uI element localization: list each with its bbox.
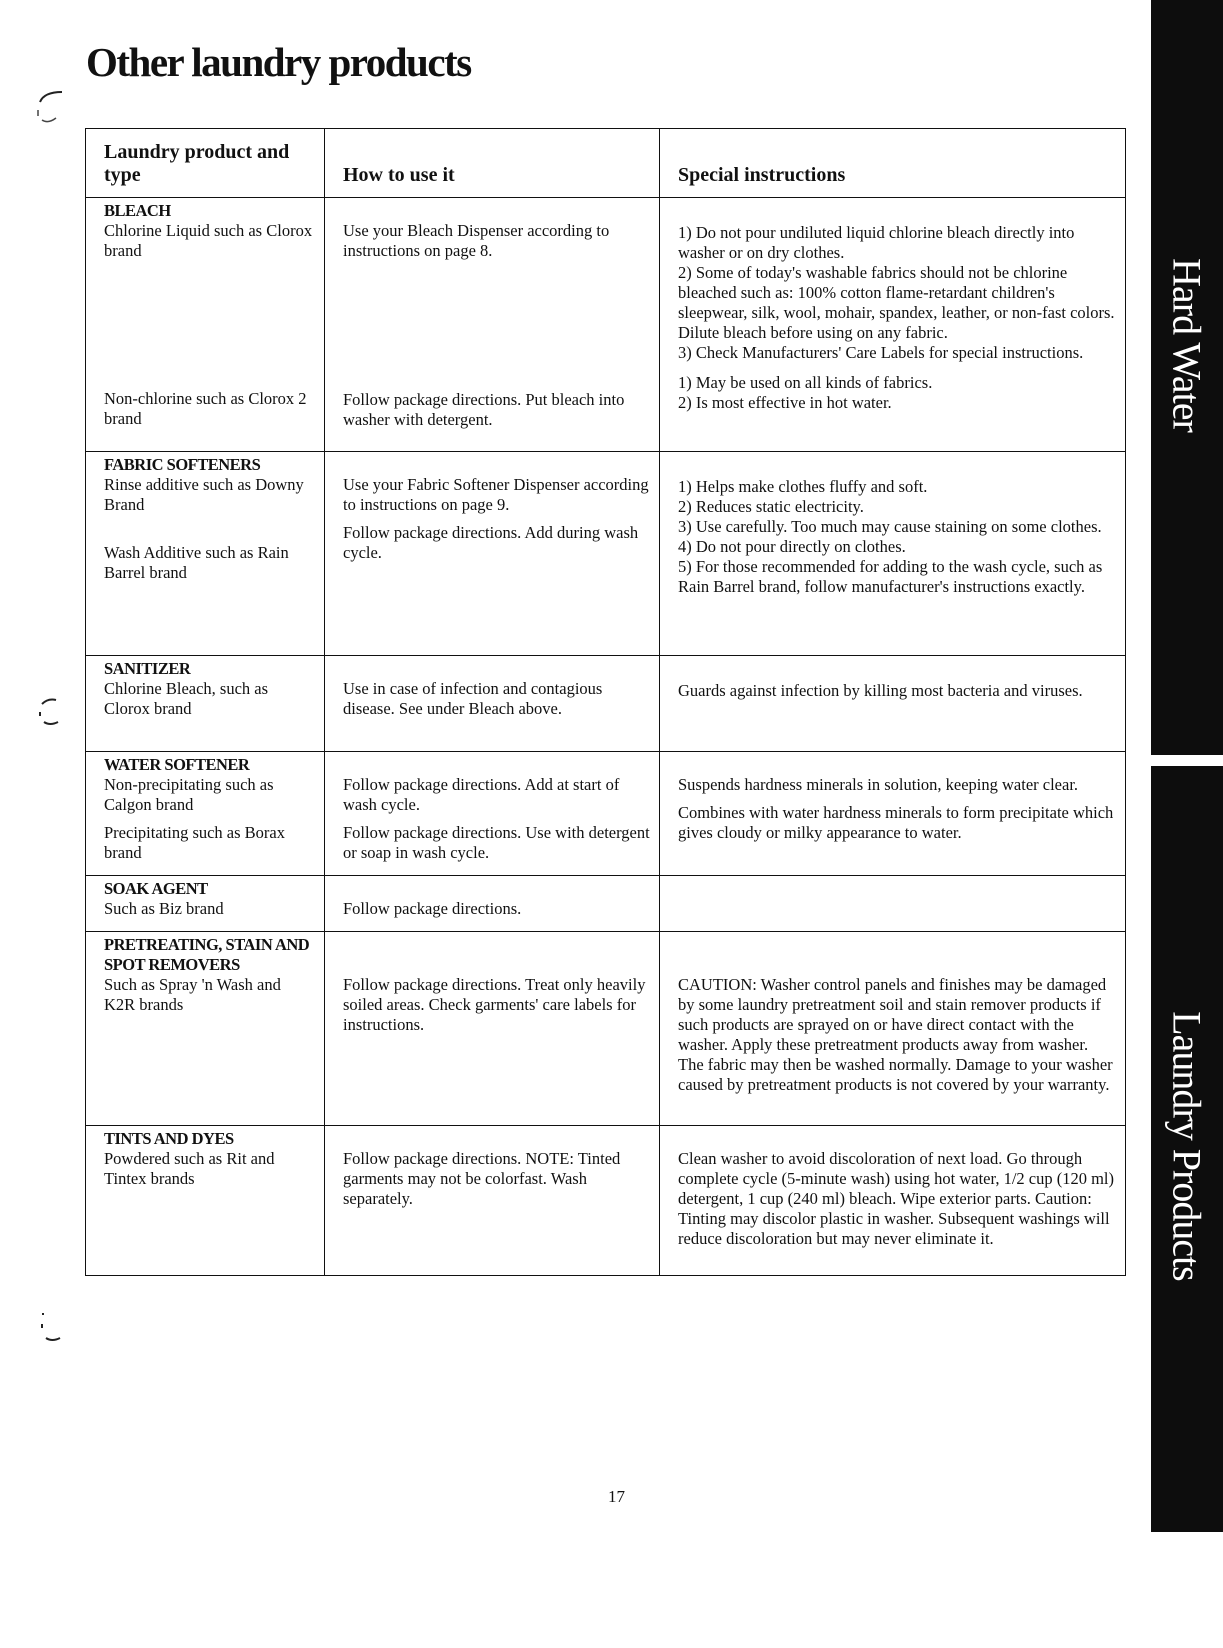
instruction-item: Combines with water hardness minerals to form precipitate which gives cloudy or milky appearance to water.: [678, 803, 1114, 842]
punch-hole-mark: [34, 86, 68, 128]
product-type: Such as Spray 'n Wash and K2R brands: [104, 975, 281, 1014]
header-special: Special instructions: [660, 129, 1126, 198]
instruction-item: 3) Use carefully. Too much may cause staining on some clothes.: [678, 517, 1102, 536]
instruction-item: CAUTION: Washer control panels and finishes may be damaged by some laundry pretreatment soil and stain remover products if such products are sprayed on or have direct contact with the washer. Apply these pretreatment products away from washer. The fabric may then be washed normally. Damage to your washer caused by pretreatment products is not covered by your warranty.: [678, 975, 1113, 1094]
header-product: Laundry product and type: [86, 129, 325, 198]
table-row: [86, 752, 1126, 876]
category-name: TINTS AND DYES: [104, 1129, 234, 1148]
category-name: WATER SOFTENER: [104, 755, 250, 774]
instruction-item: 3) Check Manufacturers' Care Labels for special instructions.: [678, 343, 1084, 362]
table-row: [86, 876, 1126, 932]
how-to-use-text: Use in case of infection and contagious disease. See under Bleach above.: [343, 679, 603, 718]
how-to-use-text: Follow package directions. NOTE: Tinted garments may not be colorfast. Wash separately.: [343, 1149, 621, 1208]
category-name: PRETREATING, STAIN AND SPOT REMOVERS: [104, 935, 310, 974]
category-name: BLEACH: [104, 201, 171, 220]
table-header-row: [86, 129, 1126, 198]
instruction-item: 2) Some of today's washable fabrics should not be chlorine bleached such as: 100% cotton flame-retardant children's sleepwear, silk, wool, mohair, spandex, leather, or non-fast colors. Dilute bleach before using on any fabric.: [678, 263, 1115, 342]
category-name: SANITIZER: [104, 659, 191, 678]
category-name: SOAK AGENT: [104, 879, 208, 898]
product-type: Precipitating such as Borax brand: [104, 823, 286, 862]
how-to-use-text: Use your Bleach Dispenser according to instructions on page 8.: [343, 221, 610, 260]
instruction-item: 1) Do not pour undiluted liquid chlorine bleach directly into washer or on dry clothes.: [678, 223, 1075, 262]
punch-hole-mark: [34, 694, 64, 732]
how-to-use-text: Follow package directions. Use with detergent or soap in wash cycle.: [343, 823, 650, 862]
how-to-use-text: Follow package directions.: [343, 899, 522, 918]
product-type: Chlorine Liquid such as Clorox brand: [104, 221, 313, 260]
instruction-item: 1) Helps make clothes fluffy and soft.: [678, 477, 928, 496]
page-title: Other laundry products: [86, 39, 471, 85]
how-to-use-text: Follow package directions. Add at start of wash cycle.: [343, 775, 620, 814]
side-tab-hard-water: Hard Water: [1151, 0, 1223, 755]
how-to-use-text: Use your Fabric Softener Dispenser according to instructions on page 9.: [343, 475, 649, 514]
instruction-item: Suspends hardness minerals in solution, keeping water clear.: [678, 775, 1079, 794]
category-name: FABRIC SOFTENERS: [104, 455, 261, 474]
instruction-item: Guards against infection by killing most bacteria and viruses.: [678, 681, 1083, 700]
product-type: Such as Biz brand: [104, 899, 224, 918]
page-number: 17: [608, 1487, 625, 1506]
header-how-to-use: How to use it: [325, 129, 660, 198]
product-type: Non-precipitating such as Calgon brand: [104, 775, 274, 814]
table-row: [86, 452, 1126, 656]
table-row: [86, 198, 1126, 452]
product-type: Rinse additive such as Downy Brand: [104, 475, 304, 514]
instruction-item: 5) For those recommended for adding to the wash cycle, such as Rain Barrel brand, follow manufacturer's instructions exactly.: [678, 557, 1103, 596]
how-to-use-text: Follow package directions. Treat only heavily soiled areas. Check garments' care labels for instructions.: [343, 975, 646, 1034]
table-row: [86, 932, 1126, 1126]
instruction-item: Clean washer to avoid discoloration of next load. Go through complete cycle (5-minute wash) using hot water, 1/2 cup (120 ml) detergent, 1 cup (240 ml) bleach. Wipe exterior parts. Caution: Tinting may discolor plastic in washer. Subsequent washings will reduce discoloration but may never eliminate it.: [678, 1149, 1115, 1248]
how-to-use-text: Follow package directions. Add during wash cycle.: [343, 523, 639, 562]
how-to-use-text: Follow package directions. Put bleach into washer with detergent.: [343, 390, 625, 429]
instruction-item: 4) Do not pour directly on clothes.: [678, 537, 906, 556]
product-type: Chlorine Bleach, such as Clorox brand: [104, 679, 269, 718]
product-type: Wash Additive such as Rain Barrel brand: [104, 543, 289, 582]
punch-hole-mark: [36, 1308, 66, 1348]
instruction-item: 1) May be used on all kinds of fabrics.: [678, 373, 933, 392]
instruction-item: 2) Is most effective in hot water.: [678, 393, 892, 412]
table-row: [86, 1126, 1126, 1276]
side-tab-laundry-products: Laundry Products: [1151, 766, 1223, 1532]
instruction-item: 2) Reduces static electricity.: [678, 497, 864, 516]
table-row: [86, 656, 1126, 752]
laundry-products-table: [85, 128, 1126, 1276]
product-type: Powdered such as Rit and Tintex brands: [104, 1149, 275, 1188]
product-type: Non-chlorine such as Clorox 2 brand: [104, 389, 307, 428]
